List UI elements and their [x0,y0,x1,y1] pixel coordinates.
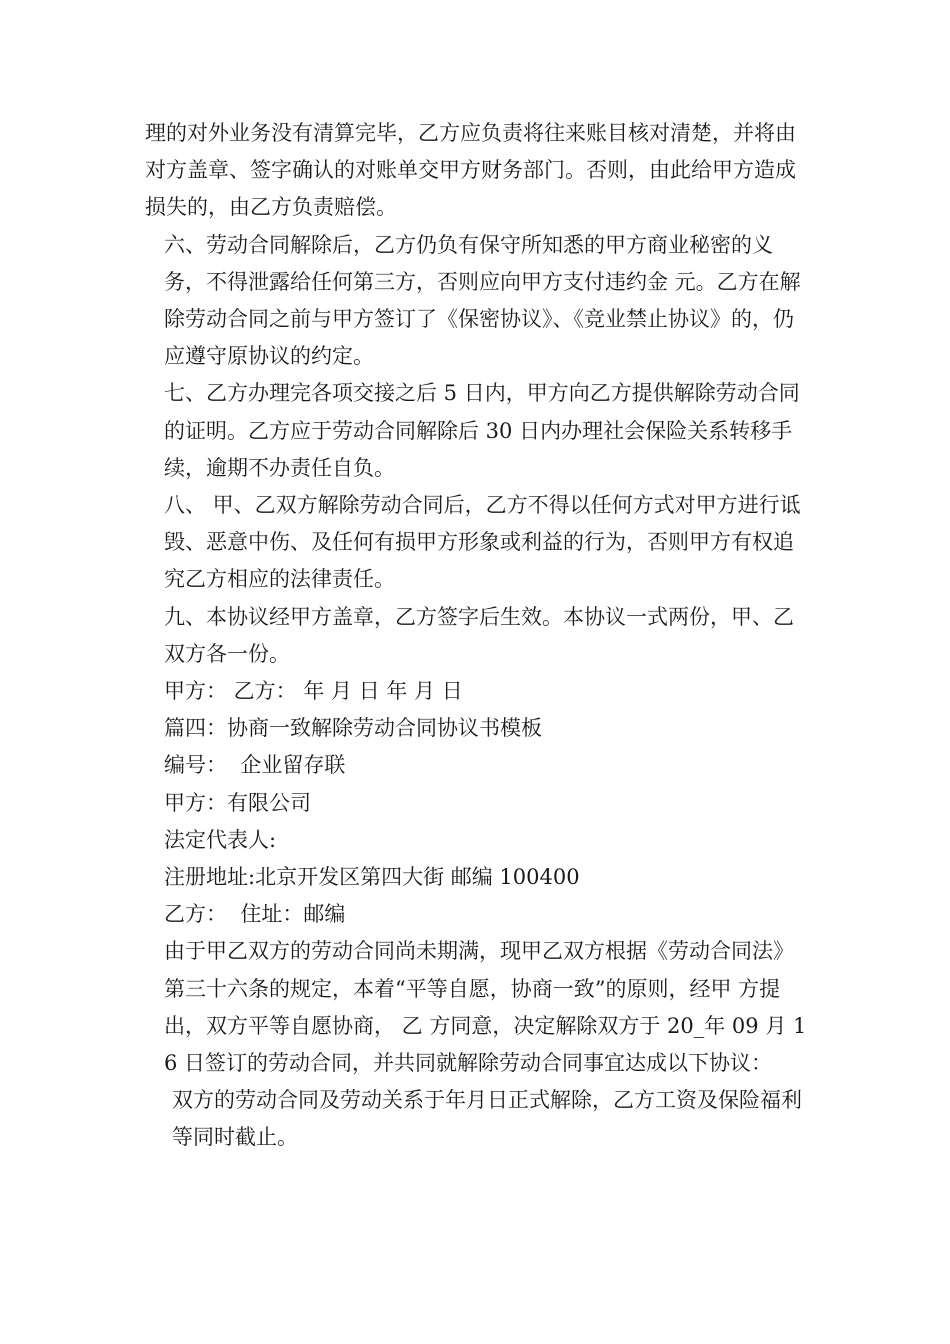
party-a-name: 甲方：有限公司 [164,790,311,815]
signature-line: 甲方： 乙方： 年 月 日 年 月 日 [164,679,463,704]
legal-representative: 法定代表人: [164,827,277,852]
paragraph-preamble: 由于甲乙双方的劳动合同尚未期满，现甲乙双方根据《劳动合同法》第三十六条的规定，本着“平等自愿，协商一致”的原则，经甲 方提出，双方平等自愿协商， 乙 方同意，决定解除双方于 20_年 09 月 16 日签订的劳动合同，并共同就解除劳动合同事宜达成以下协议： [164,939,807,1076]
paragraph-clause-9: 九、本协议经甲方盖章，乙方签字后生效。本协议一式两份，甲、乙双方各一份。 [164,604,794,666]
paragraph-clause-6: 六、劳动合同解除后，乙方仍负有保守所知悉的甲方商业秘密的义务，不得泄露给任何第三方，否则应向甲方支付违约金 元。乙方在解除劳动合同之前与甲方签订了《保密协议》、《竞业禁止协议》的，仍应遵守原协议的约定。 [164,232,801,369]
paragraph-clause-7: 七、乙方办理完各项交接之后 5 日内，甲方向乙方提供解除劳动合同的证明。乙方应于劳动合同解除后 30 日内办理社会保险关系转移手续，逾期不办责任自负。 [164,381,800,480]
party-b-info: 乙方： 住址：邮编 [164,902,346,927]
document-body [145,115,813,1157]
document-number: 编号： 企业留存联 [164,753,346,778]
paragraph-settlement: 理的对外业务没有清算完毕，乙方应负责将往来账目核对清楚，并将由对方盖章、签字确认的对账单交甲方财务部门。否则，由此给甲方造成损失的，由乙方负责赔偿。 [145,121,796,220]
paragraph-termination: 双方的劳动合同及劳动关系于年月日正式解除，乙方工资及保险福利等同时截止。 [172,1088,802,1150]
paragraph-clause-8: 八、 甲、乙双方解除劳动合同后，乙方不得以任何方式对甲方进行诋毁、恶意中伤、及任何有损甲方形象或利益的行为，否则甲方有权追究乙方相应的法律责任。 [164,493,801,592]
section-heading: 篇四：协商一致解除劳动合同协议书模板 [164,716,542,741]
registered-address: 注册地址:北京开发区第四大街 邮编 100400 [164,865,580,890]
